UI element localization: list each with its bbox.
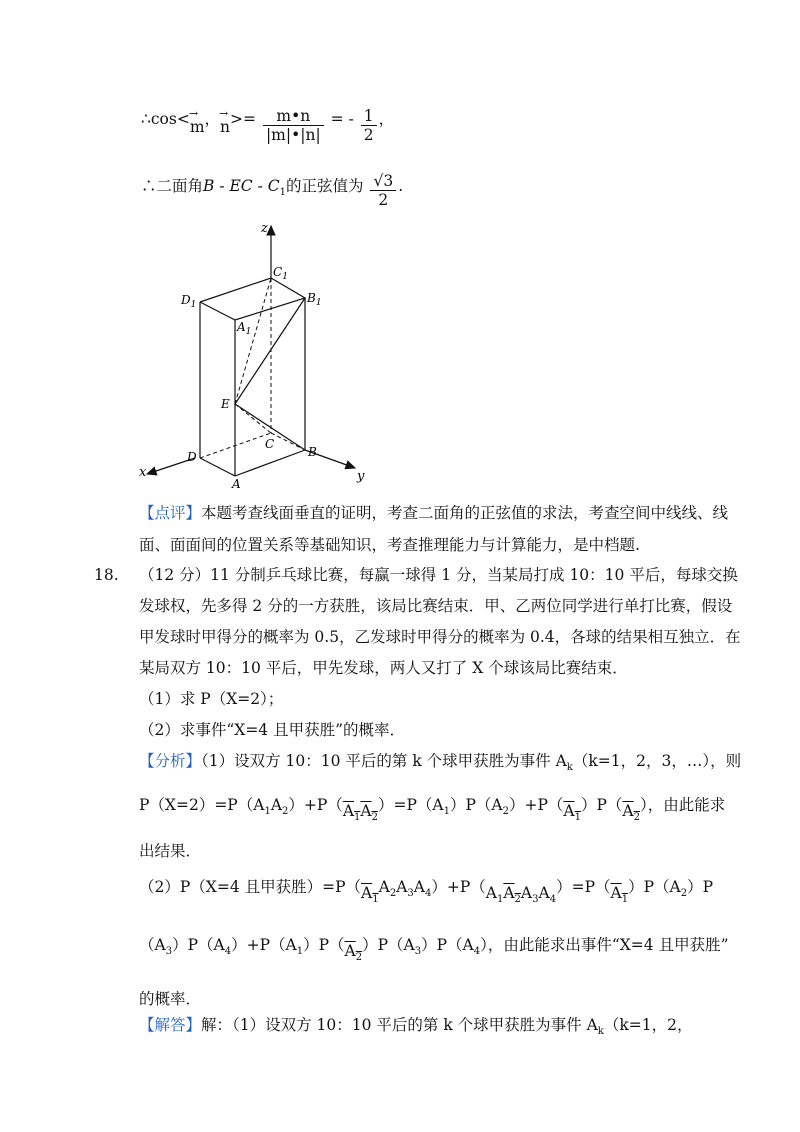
q18-sub-1: （1）求 P（X=2）； (139, 690, 284, 708)
answer-line-1: 【解答】解：（1）设双方 10：10 平后的第 k 个球甲获胜为事件 $A_k(k=1$，2， (139, 1016, 693, 1038)
label-c: C (265, 437, 275, 451)
label-a1: $A_1$ (237, 320, 252, 337)
prism-figure (135, 218, 395, 488)
label-y: y (357, 469, 365, 484)
question-number: 18. (94, 566, 119, 584)
q18-sub-2: （2）求事件“X=4 且甲获胜”的概率． (139, 721, 406, 739)
label-x: x (139, 465, 147, 480)
sine-result-line: ∴二面角B - EC - $C_1$的正弦值为 $\frac{√3}{2}$ . (141, 172, 404, 209)
label-e: E (221, 397, 230, 411)
vector-m: → m (190, 116, 205, 138)
line-ec (235, 404, 271, 433)
line-ec1 (235, 278, 271, 404)
q18-line-4: 某局双方 10：10 平后，甲先发球，两人又打了 X 个球该局比赛结束． (139, 659, 628, 677)
q18-line-3: 甲发球时甲得分的概率为 0.5，乙发球时甲得分的概率为 0.4，各球的结果相互独立．在 (139, 628, 741, 646)
comment-line-2: 面、面面间的位置关系等基础知识，考查推理能力与计算能力，是中档题. (139, 536, 640, 554)
label-b: B (308, 445, 317, 459)
analysis-line-5: $(A_3)P(A_4)+P(A_1)P(A_2)P(A_3)P(A_4)$，由此能求出事件“X=4 且甲获胜” (139, 936, 729, 964)
label-c1: $C_1$ (273, 265, 288, 282)
analysis-line-2: $P(X=2)=P(A_1A_2)+P(A_1A_2)=P(A_1)P(A_2)+P(A_1)P(A_2)$，由此能求 (139, 796, 726, 824)
answer-tag: 【解答】 (139, 1016, 202, 1034)
analysis-line-4: （2）P（X=4 且甲获胜）$=P(A_1A_2A_3A_4)+P(A_1A_2A_3A_4)=P(A_1)P(A_2)P$ (139, 878, 714, 906)
edge-ab (235, 450, 305, 476)
line-eb1 (235, 298, 305, 404)
q18-line-2: 发球权，先多得 2 分的一方获胜，该局比赛结束．甲、乙两位同学进行单打比赛，假设 (139, 597, 733, 615)
analysis-tag: 【分析】 (139, 752, 202, 770)
label-a: A (232, 477, 241, 488)
analysis-line-6: 的概率． (139, 990, 202, 1008)
label-z: z (261, 221, 268, 236)
cos-fraction: $\frac{m•n}{|m|•|n|}$ (263, 107, 324, 144)
q18-line-1: 18. （12 分）11 分制乒乓球比赛，每赢一球得 1 分，当某局打成 10：10 平后，每球交换 (94, 566, 738, 584)
vector-n: → n (220, 116, 230, 138)
cos-value-fraction: $\frac{1}{2}$ (361, 107, 377, 144)
comment-tag: 【点评】 (139, 504, 202, 522)
analysis-line-1: 【分析】（1）设双方 10：10 平后的第 k 个球甲获胜为事件 $A_k(k=1$，2，3，…），则 (139, 752, 742, 774)
sine-fraction: $\frac{√3}{2}$ (370, 172, 396, 209)
label-d1: $D_1$ (181, 293, 197, 310)
analysis-line-3: 出结果． (139, 842, 202, 860)
edge-da (200, 458, 235, 476)
label-d: D (187, 450, 197, 464)
edge-cb (271, 433, 305, 450)
cos-formula-line: ∴cos<→ m，→ n>= $\frac{m•n}{|m|•|n|}$ = - $\frac{1}{2}$ ， (141, 106, 394, 144)
comment-line-1: 【点评】本题考查线面垂直的证明，考查二面角的正弦值的求法，考查空间中线线、线 (139, 504, 729, 522)
label-b1: $B_1$ (307, 291, 322, 308)
top-face (200, 278, 305, 320)
